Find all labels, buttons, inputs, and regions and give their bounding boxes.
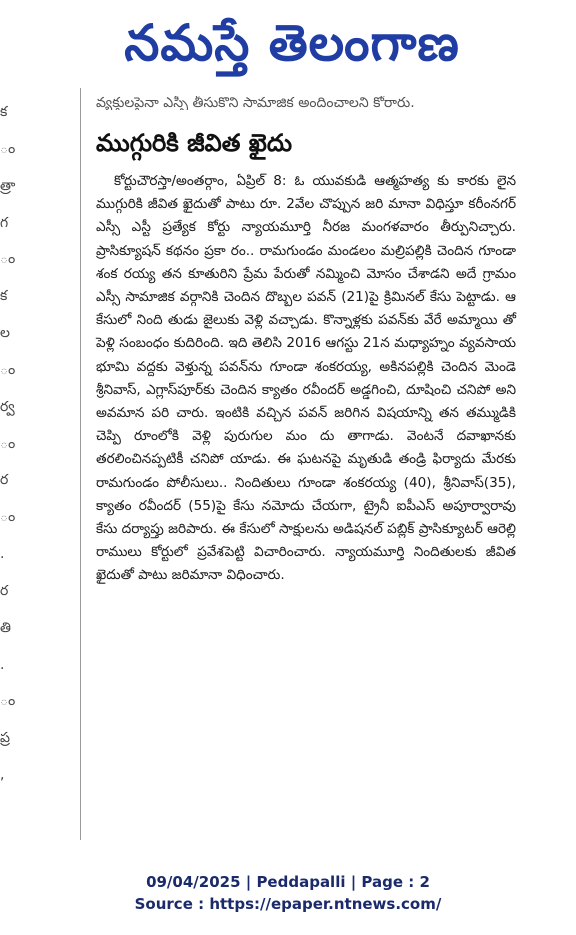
adjacent-column-fragment: ం xyxy=(0,693,16,709)
adjacent-column-fragment: ర్వ xyxy=(0,399,15,415)
adjacent-column-fragment: త్రా xyxy=(0,178,16,194)
adjacent-column-fragment: ం xyxy=(0,436,16,452)
masthead-title: నమస్తే తెలంగాణ xyxy=(124,14,460,72)
news-article xyxy=(96,126,516,588)
adjacent-column-fragment: తి xyxy=(0,620,11,636)
footer-source: Source : https://epaper.ntnews.com/ xyxy=(134,895,442,913)
adjacent-column-fragment: క xyxy=(0,104,8,120)
newspaper-masthead xyxy=(92,6,492,80)
adjacent-column-fragment: గ xyxy=(0,215,9,231)
adjacent-column-fragment: . xyxy=(0,546,5,562)
column-divider xyxy=(80,88,81,840)
adjacent-column-fragment: ప్ర xyxy=(0,730,10,746)
adjacent-column-fragment: ం xyxy=(0,251,16,267)
footer-dateline: 09/04/2025 | Peddapalli | Page : 2 xyxy=(146,873,430,891)
adjacent-column-fragment: ర xyxy=(0,472,9,488)
adjacent-column-fragments xyxy=(0,96,16,796)
adjacent-column-fragment: , xyxy=(0,767,5,783)
article-headline: ముగ్గురికి జీవిత ఖైదు xyxy=(96,129,293,157)
adjacent-column-fragment: ర xyxy=(0,583,9,599)
previous-article-tail: వ్యక్తులపైనా ఎస్సీ తీసుకొని సామాజిక అందించాలని కోరారు. xyxy=(96,96,415,110)
adjacent-column-fragment: . xyxy=(0,657,5,673)
article-body: కోర్టుచౌరస్తా/అంతర్గాం, ఏప్రిల్ 8: ఓ యువకుడి ఆత్మహత్య కు కారకు లైన ముగ్గురికి జీవిత ఖైదుతో పాటు రూ. 2వేల చొప్పున జరి మానా విధిస్తూ కరీంనగర్ ఎస్సీ ఎస్టీ ప్రత్యేక కోర్టు న్యాయమూర్తి నీరజ మంగళవారం తీర్పునిచ్చారు. ప్రాసిక్యూషన్ కథనం ప్రకా రం.. రామగుండం మండలం మల్రిపల్లికి చెందిన గూండా శంక రయ్య తన కూతురిని ప్రేమ పేరుతో నమ్మించి మోసం చేశాడని అదే గ్రామం ఎస్సీ సామాజిక వర్గానికి చెందిన దొబ్బల పవన్ (21)పై క్రిమినల్ కేసు పెట్టాడు. ఆ కేసులో నింది తుడు జైలుకు వెళ్లి వచ్చాడు. కొన్నాళ్లకు పవన్‌కు వేరే అమ్మాయి తో పెళ్లి సంబంధం కుదిరింది. ఇది తెలిసి 2016 ఆగస్టు 21న మధ్యాహ్నం వ్యవసాయ భూమి వద్దకు వెళ్తున్న పవన్‌ను గూండా శంకరయ్య, అకినపల్లికి చెందిన మెండె శ్రీనివాస్, ఎగ్లాస్‌పూర్‌కు చెందిన క్యాతం రవీందర్ అడ్డగించి, దూషించి చనిపో అని అవమాన పరి చారు. ఇంటికి వచ్చిన పవన్ జరిగిన విషయాన్ని తన తమ్ముడికి చెప్పి రూంలోకి వెళ్లి పురుగుల మం దు తాగాడు. వెంటనే దవాఖానకు తరలించినప్పటికీ చనిపో యాడు. ఈ ఘటనపై మృతుడి తండ్రి ఫిర్యాదు మేరకు రామగుండం పోలీసులు.. నిందితులు గూండా శంకరయ్య (40), శ్రీనివాస్(35), క్యాతం రవీందర్ (55)పై కేసు నమోదు చేయగా, ట్రైనీ ఐపీఎస్ అపూర్వారావు కేసు దర్యాప్తు జరిపారు. ఈ కేసులో సాక్షులను అడిషనల్ పబ్లిక్ ప్రాసిక్యూటర్ ఆరెల్లి రాములు కోర్టులో ప్రవేశపెట్టి విచారించారు. న్యాయమూర్తి నిందితులకు జీవిత ఖైదుతో పాటు జరిమానా విధించారు. xyxy=(96,173,517,584)
adjacent-column-fragment: ం xyxy=(0,362,16,378)
adjacent-column-fragment: ం xyxy=(0,141,16,157)
adjacent-column-fragment: ం xyxy=(0,509,16,525)
adjacent-column-fragment: క xyxy=(0,288,8,304)
adjacent-column-fragment: ల xyxy=(0,325,10,341)
